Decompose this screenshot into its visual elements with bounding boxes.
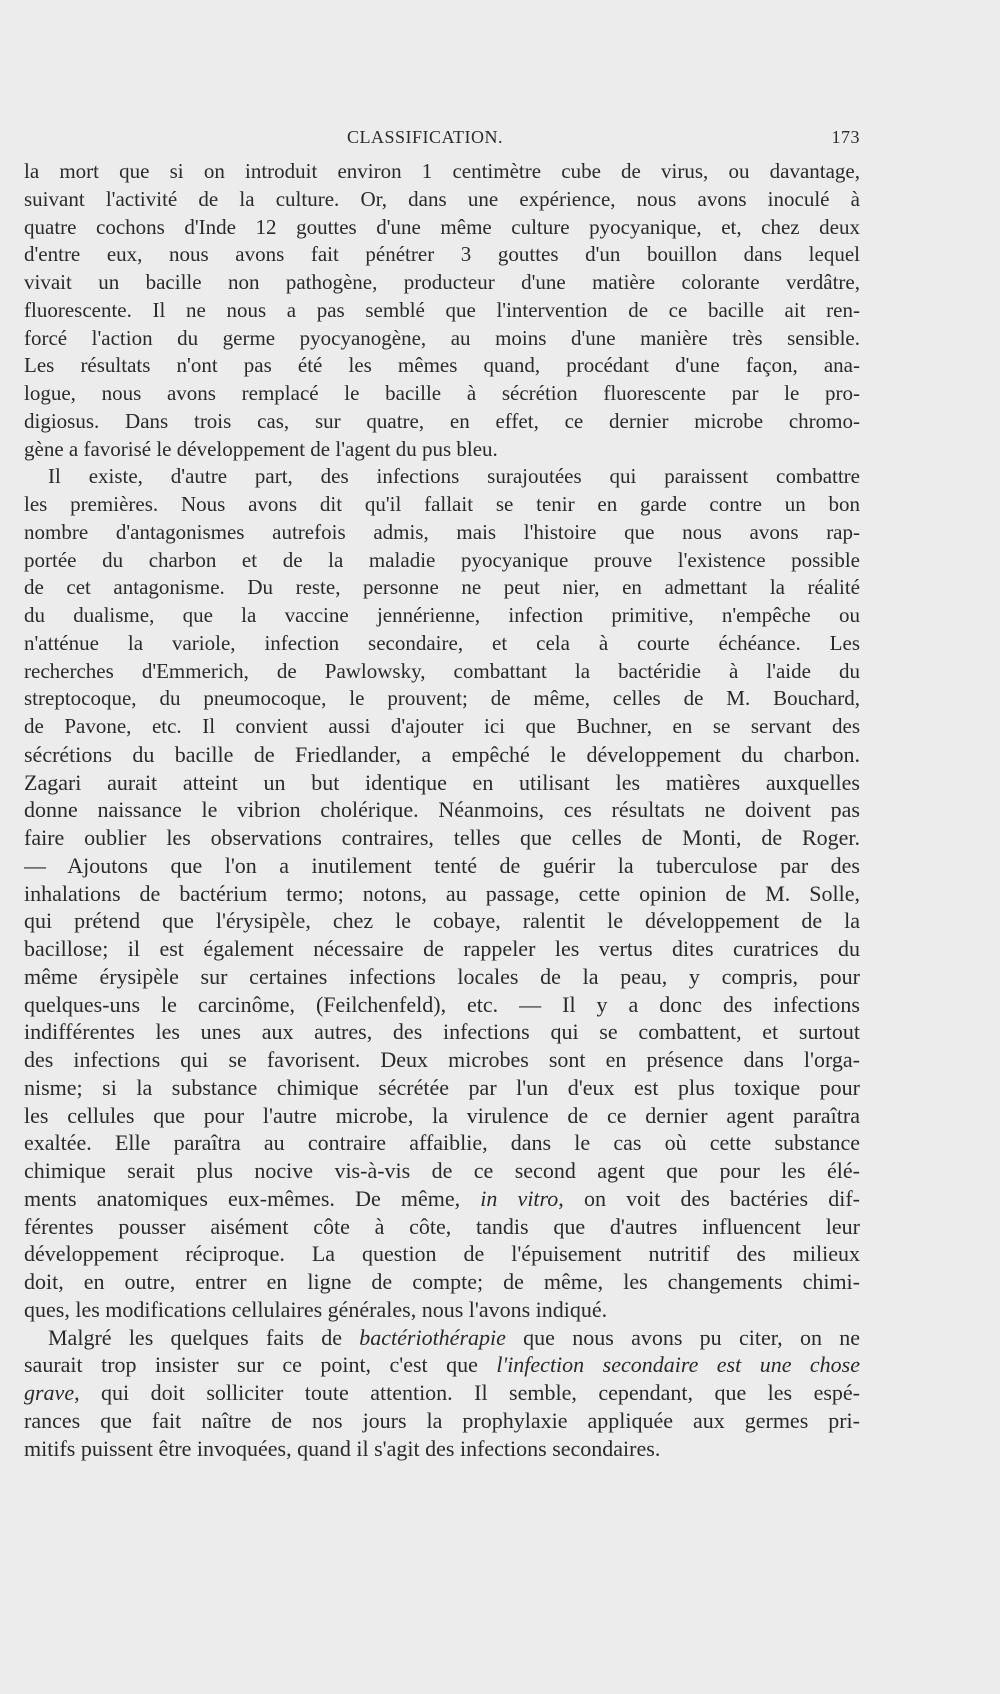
text-line: quelques-uns le carcinôme, (Feilchenfeld), etc. — Il y a donc des infections (24, 991, 860, 1017)
text-line: nisme; si la substance chimique sécrétée par l'un d'eux est plus toxique pour (24, 1074, 860, 1100)
text-line: gène a favorisé le développement de l'agent du pus bleu. (24, 436, 498, 461)
text-line: indifférentes les unes aux autres, des infections qui se combattent, et surtout (24, 1019, 860, 1045)
italic-phrase: l'infection secondaire est une chose (496, 1352, 860, 1378)
text-line: nombre d'antagonismes autrefois admis, mais l'histoire que nous avons rap- (24, 519, 860, 544)
text-line: Les résultats n'ont pas été les mêmes quand, procédant d'une façon, ana- (24, 353, 860, 378)
text-line: exaltée. Elle paraîtra au contraire affaiblie, dans le cas où cette substance (24, 1130, 860, 1156)
body-text (24, 158, 860, 1462)
text-line: la mort que si on introduit environ 1 centimètre cube de virus, ou davantage, (24, 159, 860, 183)
text-line-mixed (24, 1379, 860, 1407)
text-line: les cellules que pour l'autre microbe, la virulence de ce dernier agent paraîtra (24, 1102, 860, 1128)
text-line: portée du charbon et de la maladie pyocyanique prouve l'existence possible (24, 547, 860, 572)
text-line: streptocoque, du pneumocoque, le prouvent; de même, celles de M. Bouchard, (24, 686, 860, 711)
text-line-mixed (24, 1324, 860, 1352)
running-head (24, 127, 860, 153)
text-line: chimique serait plus nocive vis-à-vis de ce second agent que pour les élé- (24, 1158, 860, 1183)
text-segment: saurait trop insister sur ce point, c'est que (24, 1352, 478, 1378)
text-line: Il existe, d'autre part, des infections surajoutées qui paraissent combattre (48, 464, 860, 489)
text-line: qui prétend que l'érysipèle, chez le cobaye, ralentit le développement de la (24, 908, 860, 934)
text-line-mixed (24, 1351, 860, 1379)
text-line: d'entre eux, nous avons fait pénétrer 3 gouttes d'un bouillon dans lequel (24, 242, 860, 267)
italic-term: bactériothérapie (359, 1324, 506, 1350)
text-segment: Malgré les quelques faits de (48, 1324, 342, 1350)
text-line: même érysipèle sur certaines infections locales de la peau, y compris, pour (24, 963, 860, 989)
text-line: sécrétions du bacille de Friedlander, a empêché le développement du charbon. (24, 741, 860, 767)
text-line: quatre cochons d'Inde 12 gouttes d'une même culture pyocyanique, et, chez deux (24, 214, 860, 239)
text-line: bacillose; il est également nécessaire de rappeler les vertus dites curatrices du (24, 936, 860, 961)
running-title: CLASSIFICATION. (347, 127, 504, 147)
text-line: du dualisme, que la vaccine jennérienne, infection primitive, n'empêche ou (24, 603, 860, 627)
text-segment: ments anatomiques eux-mêmes. De même, (24, 1185, 461, 1211)
text-segment: , qui doit solliciter toute attention. Il semble, cependant, que les espé- (74, 1380, 860, 1405)
text-line: les premières. Nous avons dit qu'il fallait se tenir en garde contre un bon (24, 492, 860, 516)
text-line: donne naissance le vibrion cholérique. Néanmoins, ces résultats ne doivent pas (24, 797, 860, 823)
text-line: — Ajoutons que l'on a inutilement tenté de guérir la tuberculose par des (24, 852, 860, 878)
text-line: de cet antagonisme. Du reste, personne ne peut nier, en admettant la réalité (24, 575, 860, 600)
italic-phrase: grave (24, 1380, 75, 1405)
italic-term: in vitro (480, 1185, 559, 1211)
text-line: Zagari aurait atteint un but identique en utilisant les matières auxquelles (24, 769, 860, 795)
page-number: 173 (831, 127, 860, 147)
text-line: rances que fait naître de nos jours la prophylaxie appliquée aux germes pri- (24, 1407, 860, 1433)
text-line: fluorescente. Il ne nous a pas semblé que l'intervention de ce bacille ait ren- (24, 297, 860, 322)
text-line: inhalations de bactérium termo; notons, au passage, cette opinion de M. Solle, (24, 880, 860, 906)
text-line: mitifs puissent être invoquées, quand il s'agit des infections secondaires. (24, 1435, 661, 1461)
text-line: n'atténue la variole, infection secondaire, et cela à courte échéance. Les (24, 630, 860, 655)
text-line: vivait un bacille non pathogène, producteur d'une matière colorante verdâtre, (24, 270, 860, 294)
text-segment: , on voit des bactéries dif- (558, 1185, 860, 1211)
text-line: doit, en outre, entrer en ligne de compte; de même, les changements chimi- (24, 1269, 860, 1294)
text-line: faire oublier les observations contraires, telles que celles de Monti, de Roger. (24, 825, 860, 850)
text-line: suivant l'activité de la culture. Or, dans une expérience, nous avons inoculé à (24, 186, 860, 211)
text-line: férentes pousser aisément côte à côte, tandis que d'autres influencent leur (24, 1213, 860, 1239)
text-line: de Pavone, etc. Il convient aussi d'ajouter ici que Buchner, en se servant des (24, 714, 860, 738)
text-line-mixed (24, 1185, 860, 1213)
text-line: forcé l'action du germe pyocyanogène, au moins d'une manière très sensible. (24, 325, 860, 350)
text-line: ques, les modifications cellulaires générales, nous l'avons indiqué. (24, 1296, 608, 1322)
text-line: digiosus. Dans trois cas, sur quatre, en effet, ce dernier microbe chromo- (24, 408, 860, 433)
text-line: développement réciproque. La question de l'épuisement nutritif des milieux (24, 1241, 860, 1267)
text-line: recherches d'Emmerich, de Pawlowsky, combattant la bactéridie à l'aide du (24, 658, 860, 683)
text-line: des infections qui se favorisent. Deux microbes sont en présence dans l'orga- (24, 1047, 860, 1072)
text-line: logue, nous avons remplacé le bacille à sécrétion fluorescente par le pro- (24, 381, 860, 405)
text-segment: que nous avons pu citer, on ne (505, 1324, 860, 1350)
